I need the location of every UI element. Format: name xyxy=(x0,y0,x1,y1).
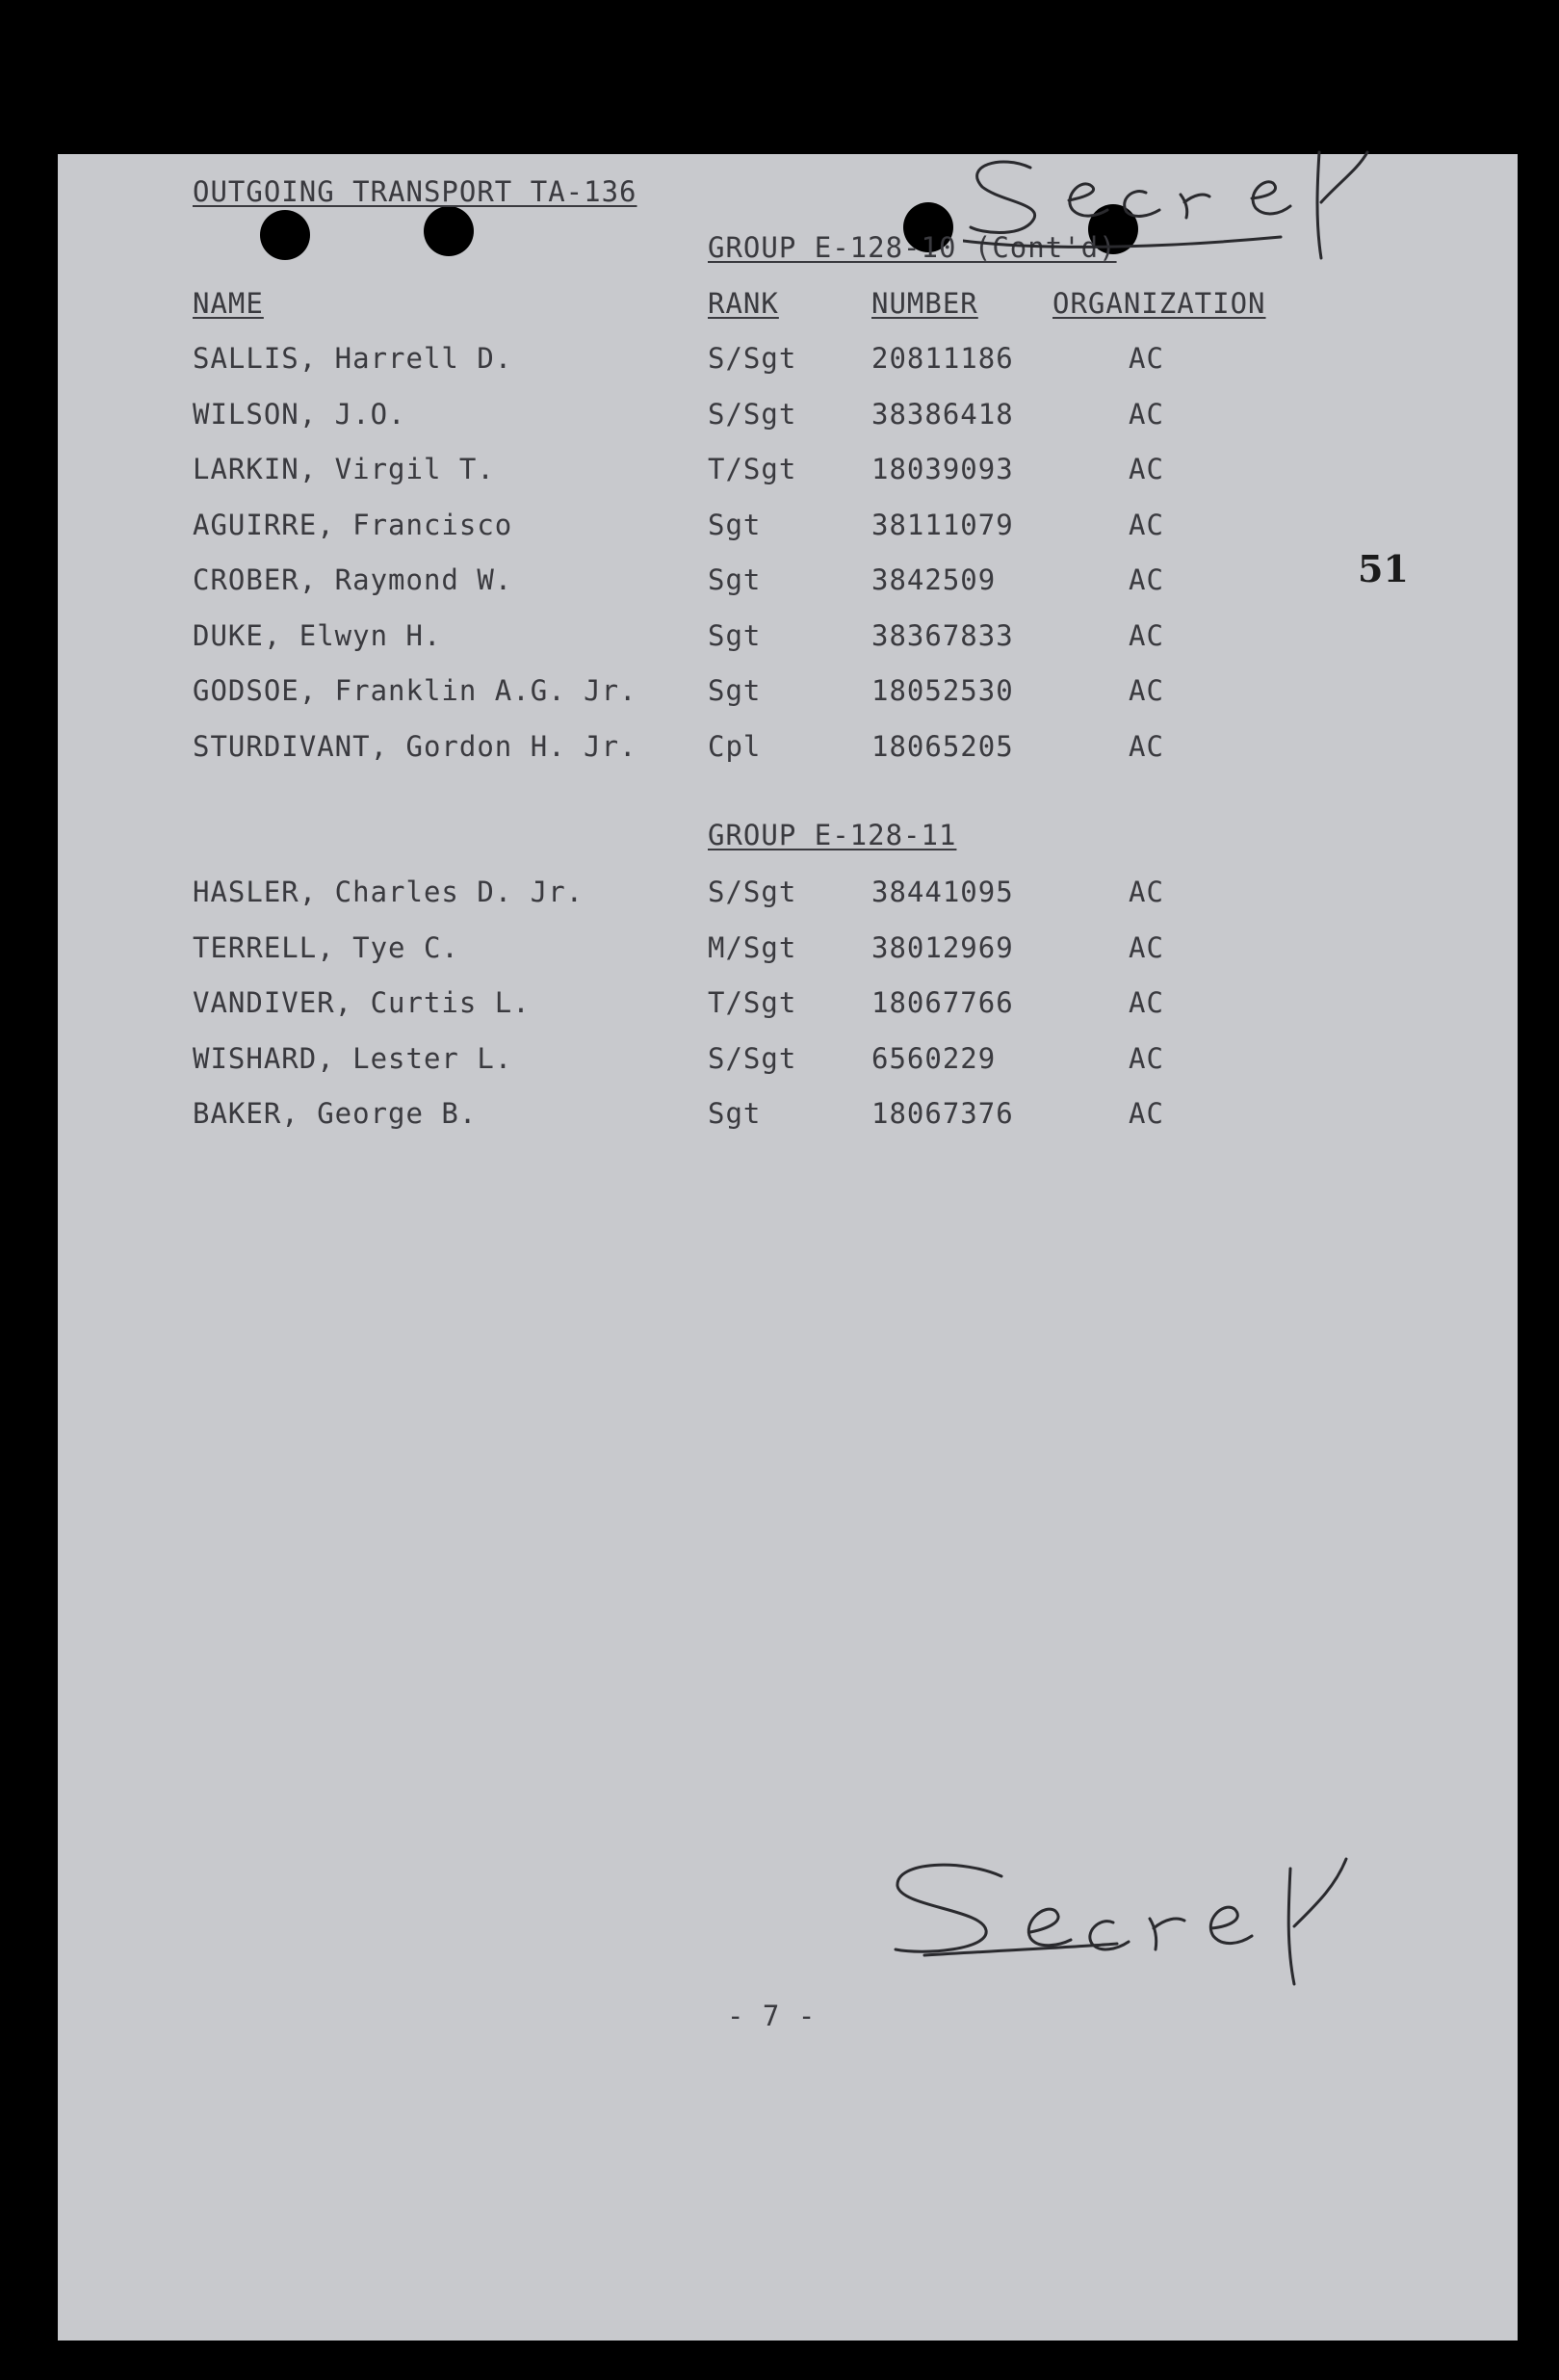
punch-hole xyxy=(424,206,474,256)
person-name: GODSOE, Franklin A.G. Jr. xyxy=(193,674,637,707)
person-name: LARKIN, Virgil T. xyxy=(193,453,495,485)
person-name: WILSON, J.O. xyxy=(193,397,406,431)
rank-cell: S/Sgt xyxy=(708,342,797,375)
organization-cell: AC xyxy=(1129,1041,1164,1075)
column-header-organization: ORGANIZATION xyxy=(1052,287,1266,320)
group1-title: GROUP E-128-10 (Cont'd) xyxy=(708,231,1117,264)
column-header-number: NUMBER xyxy=(871,287,978,320)
serial-number-cell: 38012969 xyxy=(871,930,1014,964)
transport-title: OUTGOING TRANSPORT TA-136 xyxy=(193,175,637,208)
page-stamp-number: 51 xyxy=(1358,547,1409,590)
page-number: - 7 - xyxy=(727,2000,817,2032)
serial-number-cell: 38111079 xyxy=(871,508,1014,541)
rank-cell: Cpl xyxy=(708,729,762,763)
serial-number-cell: 38441095 xyxy=(871,876,1014,908)
organization-cell: AC xyxy=(1129,508,1164,541)
person-name: CROBER, Raymond W. xyxy=(193,563,513,596)
person-name: SALLIS, Harrell D. xyxy=(193,342,513,375)
serial-number-cell: 18039093 xyxy=(871,453,1014,485)
person-name: STURDIVANT, Gordon H. Jr. xyxy=(193,729,637,763)
serial-number-cell: 18067376 xyxy=(871,1097,1014,1130)
organization-cell: AC xyxy=(1129,453,1164,485)
serial-number-cell: 38386418 xyxy=(871,397,1014,431)
rank-cell: Sgt xyxy=(708,618,762,652)
organization-cell: AC xyxy=(1129,618,1164,652)
handwritten-secret-bottom xyxy=(886,1849,1387,1994)
organization-cell: AC xyxy=(1129,397,1164,431)
serial-number-cell: 18052530 xyxy=(871,674,1014,707)
rank-cell: Sgt xyxy=(708,674,762,707)
organization-cell: AC xyxy=(1129,930,1164,964)
organization-cell: AC xyxy=(1129,876,1164,908)
organization-cell: AC xyxy=(1129,729,1164,763)
punch-hole xyxy=(260,210,310,260)
serial-number-cell: 20811186 xyxy=(871,342,1014,375)
rank-cell: S/Sgt xyxy=(708,1041,797,1075)
column-header-rank: RANK xyxy=(708,287,779,320)
person-name: VANDIVER, Curtis L. xyxy=(193,986,531,1019)
organization-cell: AC xyxy=(1129,563,1164,596)
person-name: TERRELL, Tye C. xyxy=(193,930,459,964)
handwritten-secret-top xyxy=(963,144,1502,270)
rank-cell: S/Sgt xyxy=(708,397,797,431)
group2-title: GROUP E-128-11 xyxy=(708,819,957,851)
organization-cell: AC xyxy=(1129,986,1164,1019)
person-name: DUKE, Elwyn H. xyxy=(193,618,442,652)
rank-cell: Sgt xyxy=(708,508,762,541)
person-name: WISHARD, Lester L. xyxy=(193,1041,513,1075)
person-name: BAKER, George B. xyxy=(193,1097,478,1130)
serial-number-cell: 38367833 xyxy=(871,618,1014,652)
serial-number-cell: 3842509 xyxy=(871,563,997,596)
organization-cell: AC xyxy=(1129,1097,1164,1130)
rank-cell: M/Sgt xyxy=(708,930,797,964)
rank-cell: T/Sgt xyxy=(708,453,797,485)
serial-number-cell: 18065205 xyxy=(871,729,1014,763)
organization-cell: AC xyxy=(1129,674,1164,707)
rank-cell: Sgt xyxy=(708,563,762,596)
person-name: HASLER, Charles D. Jr. xyxy=(193,876,585,908)
serial-number-cell: 18067766 xyxy=(871,986,1014,1019)
organization-cell: AC xyxy=(1129,342,1164,375)
serial-number-cell: 6560229 xyxy=(871,1041,997,1075)
rank-cell: Sgt xyxy=(708,1097,762,1130)
column-header-name: NAME xyxy=(193,287,264,320)
person-name: AGUIRRE, Francisco xyxy=(193,508,513,541)
rank-cell: S/Sgt xyxy=(708,876,797,908)
rank-cell: T/Sgt xyxy=(708,986,797,1019)
